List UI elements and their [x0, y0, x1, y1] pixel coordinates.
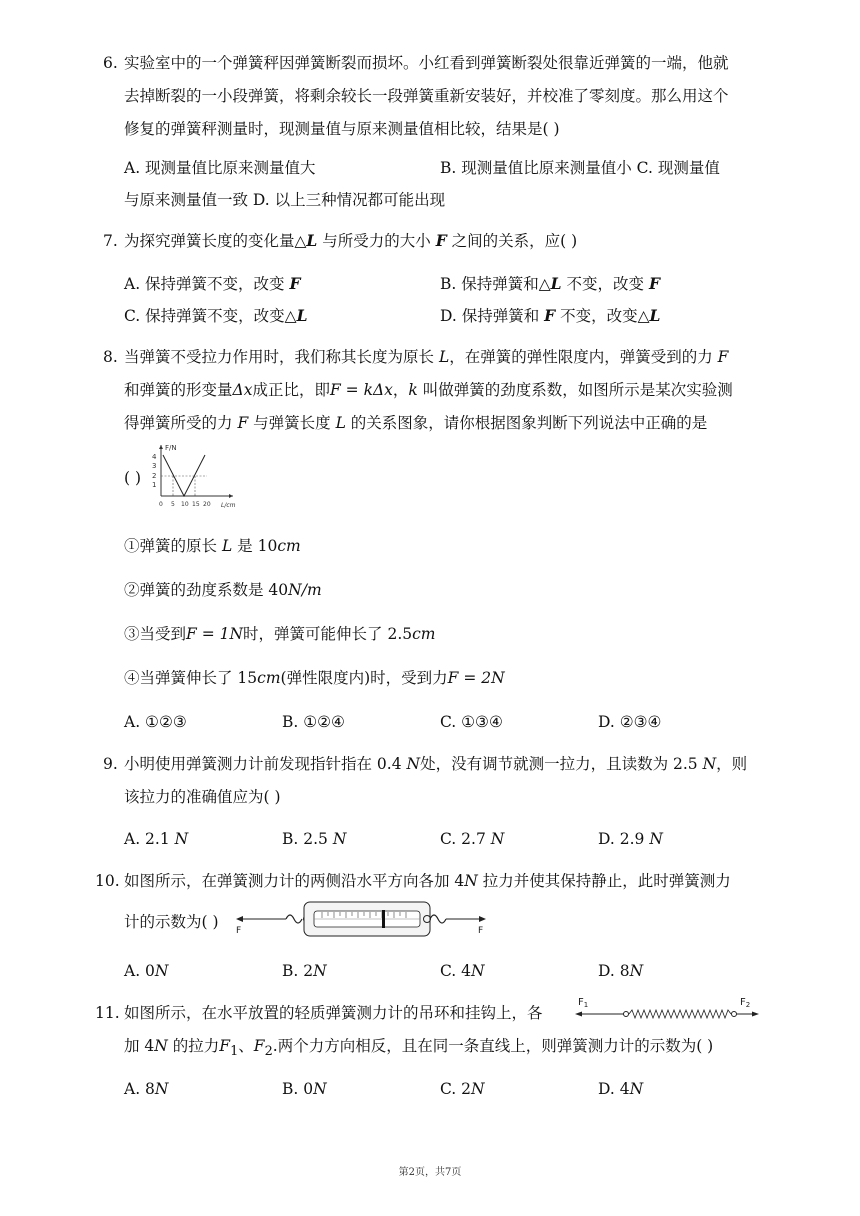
question-6-line-1: 实验室中的一个弹簧秤因弹簧断裂而损坏。小红看到弹簧断裂处很靠近弹簧的一端，他就: [124, 54, 729, 72]
option-b[interactable]: B. 保持弹簧和△L 不变，改变 F: [440, 274, 660, 293]
option-a[interactable]: A. 现测量值比原来测量值大: [124, 159, 316, 177]
option-c[interactable]: C. 4N: [440, 962, 485, 980]
option-d[interactable]: D. 4N: [598, 1080, 644, 1098]
force-label-f1: $F_1$: [578, 997, 589, 1009]
option-b[interactable]: B. 2N: [282, 962, 327, 980]
option-d[interactable]: D. 保持弹簧和 F 不变，改变△L: [440, 306, 661, 325]
question-number: 11.: [95, 1004, 120, 1022]
option-c[interactable]: C. 2.7 N: [440, 830, 505, 848]
question-11-line-2: 加 4N 的拉力$F_1$、$F_2$.两个力方向相反，且在同一条直线上，则弹簧测力计的示数为( ): [124, 1037, 714, 1060]
force-label-right: F: [478, 926, 484, 936]
force-curve: [163, 455, 205, 496]
x-tick: 0: [159, 501, 163, 508]
statement-2: ②弹簧的劲度系数是 40N/m: [124, 581, 322, 599]
statement-3: ③当受到F = 1N时，弹簧可能伸长了 2.5cm: [124, 625, 436, 643]
option-b-c[interactable]: B. 现测量值比原来测量值小 C. 现测量值: [440, 159, 720, 177]
option-b[interactable]: B. 0N: [282, 1080, 327, 1098]
option-b[interactable]: B. 2.5 N: [282, 830, 347, 848]
option-a[interactable]: A. 保持弹簧不变，改变 F: [124, 274, 301, 293]
question-number: 8.: [103, 348, 118, 366]
spring-figure: [572, 992, 762, 1024]
option-a[interactable]: A. 8N: [124, 1080, 169, 1098]
force-label-f2: $F_2$: [740, 997, 751, 1009]
question-10-line-1: 如图所示，在弹簧测力计的两侧沿水平方向各加 4N 拉力并使其保持静止，此时弹簧测力: [124, 872, 731, 890]
question-number: 7.: [103, 232, 118, 250]
option-a[interactable]: A. ①②③: [124, 713, 187, 731]
question-number: 9.: [103, 755, 118, 773]
option-d[interactable]: D. ②③④: [598, 713, 662, 731]
question-8-line-2: 和弹簧的形变量Δx成正比，即F = kΔx，k 叫做弹簧的劲度系数，如图所示是某次实验测: [124, 381, 733, 399]
option-c[interactable]: C. ①③④: [440, 713, 503, 731]
option-d[interactable]: D. 2.9 N: [598, 830, 663, 848]
option-d[interactable]: D. 8N: [598, 962, 644, 980]
x-tick: 5: [171, 501, 175, 508]
y-axis-label: F/N: [165, 444, 177, 452]
statement-4: ④当弹簧伸长了 15cm(弹性限度内)时，受到力F = 2N: [124, 669, 505, 687]
question-6-line-3: 修复的弹簧秤测量时，现测量值与原来测量值相比较，结果是( ): [124, 120, 560, 138]
answer-parenthesis: ( ): [124, 469, 142, 487]
statement-1: ①弹簧的原长 L 是 10cm: [124, 537, 301, 555]
page-footer: 第2页，共7页: [398, 1167, 462, 1178]
question-8-line-3: 得弹簧所受的力 F 与弹簧长度 L 的关系图象，请你根据图象判断下列说法中正确的是: [124, 414, 708, 432]
x-axis-label: L/cm: [221, 502, 236, 509]
y-tick: 4: [152, 453, 157, 461]
question-number: 6.: [103, 54, 118, 72]
x-tick: 20: [203, 501, 211, 508]
y-tick: 1: [152, 481, 157, 489]
force-label-left: F: [236, 926, 242, 936]
option-c[interactable]: C. 2N: [440, 1080, 485, 1098]
y-tick: 2: [152, 472, 157, 480]
question-6-line-2: 去掉断裂的一小段弹簧，将剩余较长一段弹簧重新安装好，并校准了零刻度。那么用这个: [124, 87, 729, 105]
question-8-line-1: 当弹簧不受拉力作用时，我们称其长度为原长 L，在弹簧的弹性限度内，弹簧受到的力 F: [124, 348, 729, 366]
question-9-line-2: 该拉力的准确值应为( ): [124, 788, 281, 806]
question-number: 10.: [95, 872, 120, 890]
question-11-line-1: 如图所示，在水平放置的轻质弹簧测力计的吊环和挂钩上，各: [124, 1004, 543, 1022]
y-tick: 3: [152, 462, 157, 470]
pointer: [382, 910, 385, 928]
spring-scale-figure: [232, 898, 490, 940]
option-a[interactable]: A. 0N: [124, 962, 169, 980]
question-10-line-2: 计的示数为( ): [124, 913, 219, 931]
spring-coil: [629, 1010, 731, 1018]
x-tick: 10: [181, 501, 189, 508]
x-tick: 15: [192, 501, 200, 508]
force-length-graph: [143, 441, 239, 511]
option-c[interactable]: C. 保持弹簧不变，改变△L: [124, 306, 308, 325]
option-b[interactable]: B. ①②④: [282, 713, 345, 731]
option-a[interactable]: A. 2.1 N: [124, 830, 189, 848]
option-c-d[interactable]: 与原来测量值一致 D. 以上三种情况都可能出现: [124, 191, 446, 209]
question-7-stem: 为探究弹簧长度的变化量△L 与所受力的大小 F 之间的关系，应( ): [124, 231, 578, 250]
question-9-line-1: 小明使用弹簧测力计前发现指针指在 0.4 N处，没有调节就测一拉力，且读数为 2.5 N，则: [124, 755, 748, 773]
